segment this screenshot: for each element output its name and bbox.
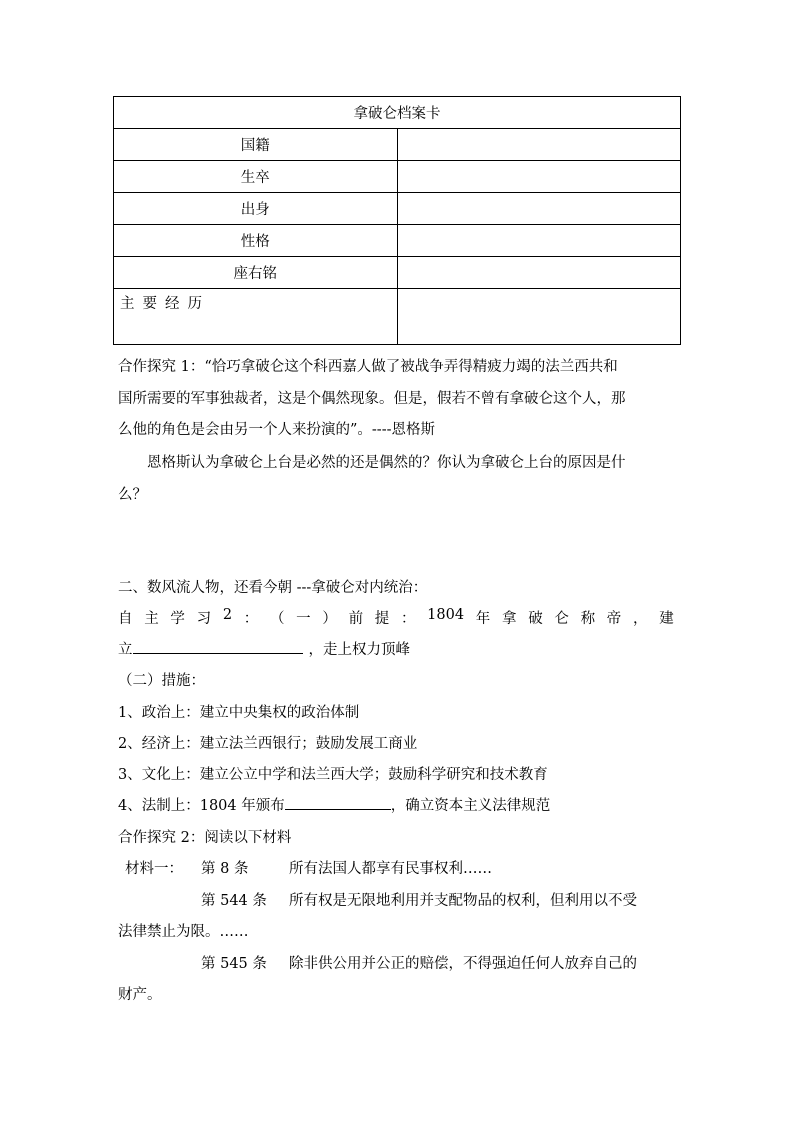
measure-item: 1、政治上：建立中央集权的政治体制 <box>118 705 360 721</box>
card-row-label: 生卒 <box>114 161 398 193</box>
card-row-value[interactable] <box>397 129 681 161</box>
coop1-line: 么他的角色是会由另一个人来扮演的”。----恩格斯 <box>118 422 436 438</box>
measure-item: 2、经济上：建立法兰西银行；鼓励发展工商业 <box>118 736 418 752</box>
article-text: 除非供公用并公正的赔偿，不得强迫任何人放弃自己的 <box>289 956 637 972</box>
section-heading: 二、数风流人物，还看今朝 ---拿破仑对内统治： <box>118 580 428 596</box>
card-row-label: 出身 <box>114 193 398 225</box>
card-row <box>114 257 681 289</box>
article-text: 所有法国人都享有民事权利…… <box>289 861 492 877</box>
article-text: 所有权是无限地利用并支配物品的权利，但利用以不受 <box>289 893 637 909</box>
card-row-value[interactable] <box>397 289 681 345</box>
napoleon-profile-card <box>113 96 681 345</box>
card-row <box>114 129 681 161</box>
card-row-value[interactable] <box>397 193 681 225</box>
card-row-label: 性格 <box>114 225 398 257</box>
card-row-value[interactable] <box>397 257 681 289</box>
coop1-line: 国所需要的军事独裁者，这是个偶然现象。但是，假若不曾有拿破仑这个人，那 <box>118 391 626 407</box>
card-row <box>114 225 681 257</box>
card-row-value[interactable] <box>397 161 681 193</box>
card-row-value[interactable] <box>397 225 681 257</box>
article-text: 法律禁止为限。…… <box>118 924 249 940</box>
measure-item: 4、法制上：1804 年颁布 ，确立资本主义法律规范 <box>118 794 550 815</box>
article-number: 第 545 条 <box>201 956 267 972</box>
self-study-line-2: 立 ，走上权力顶峰 <box>118 638 410 659</box>
card-title: 拿破仑档案卡 <box>114 97 681 129</box>
measures-title: （二）措施： <box>118 673 205 689</box>
article-number: 第 8 条 <box>201 861 249 877</box>
fill-blank[interactable] <box>133 639 303 654</box>
card-row <box>114 193 681 225</box>
measure-item: 3、文化上：建立公立中学和法兰西大学；鼓励科学研究和技术教育 <box>118 767 548 783</box>
card-row-label: 主要经历 <box>114 289 398 345</box>
coop1-question: 恩格斯认为拿破仑上台是必然的还是偶然的？你认为拿破仑上台的原因是什 <box>147 455 626 471</box>
card-row <box>114 161 681 193</box>
fill-blank[interactable] <box>285 795 391 810</box>
material-label: 材料一： <box>125 861 183 877</box>
card-row <box>114 289 681 345</box>
coop1-line: 合作探究 1：“恰巧拿破仑这个科西嘉人做了被战争弄得精疲力竭的法兰西共和 <box>118 359 618 375</box>
article-text: 财产。 <box>118 987 162 1003</box>
coop1-question: 么？ <box>118 487 147 503</box>
card-row-label: 座右铭 <box>114 257 398 289</box>
article-number: 第 544 条 <box>201 893 267 909</box>
coop2-title: 合作探究 2：阅读以下材料 <box>118 830 292 846</box>
self-study-line: 自 主 学 习 2 ： （ 一 ） 前 提 ： 1804 年 拿 破 仑 称 帝 ， 建 <box>118 607 674 627</box>
card-row-label: 国籍 <box>114 129 398 161</box>
